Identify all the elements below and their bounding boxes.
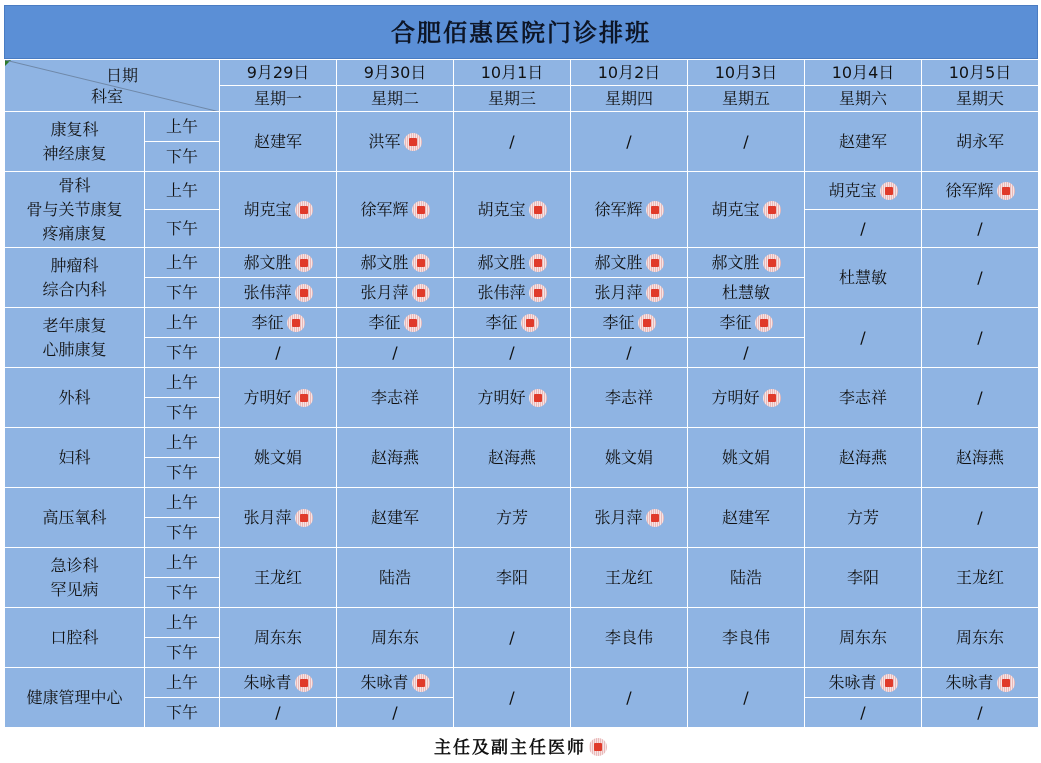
doctor-name: 赵建军 xyxy=(721,508,770,527)
period-am: 上午 xyxy=(145,428,220,458)
schedule-cell xyxy=(454,668,571,728)
doctor-name: 郝文胜 xyxy=(360,253,409,272)
senior-doctor-badge-icon xyxy=(287,314,305,332)
doctor-name: 方芳 xyxy=(495,508,528,527)
doctor-name: 赵建军 xyxy=(253,132,302,151)
schedule-cell xyxy=(454,248,571,278)
schedule-cell xyxy=(571,308,688,338)
doctor-name: 胡克宝 xyxy=(828,181,877,200)
senior-doctor-badge-icon xyxy=(880,182,898,200)
doctor-name: 徐军辉 xyxy=(945,181,994,200)
doctor-name: 周东东 xyxy=(370,628,419,647)
senior-doctor-badge-icon xyxy=(295,509,313,527)
department-name-line: 老年康复 xyxy=(42,315,107,335)
department-name xyxy=(5,172,145,248)
schedule-cell xyxy=(805,308,922,368)
doctor-name: 方明好 xyxy=(711,388,760,407)
schedule-cell xyxy=(454,488,571,548)
schedule-cell xyxy=(454,428,571,488)
schedule-cell xyxy=(337,698,454,728)
department-name-line: 急诊科 xyxy=(50,555,99,575)
doctor-name: 姚文娟 xyxy=(604,448,653,467)
department-name xyxy=(5,112,145,172)
doctor-name: 赵建军 xyxy=(370,508,419,527)
schedule-cell xyxy=(220,338,337,368)
period-pm: 下午 xyxy=(145,338,220,368)
senior-doctor-badge-icon xyxy=(529,254,547,272)
page-title: 合肥佰惠医院门诊排班 xyxy=(4,5,1038,59)
doctor-name: 郝文胜 xyxy=(477,253,526,272)
department-name-line: 肿瘤科 xyxy=(50,255,99,275)
senior-doctor-badge-icon xyxy=(295,254,313,272)
doctor-name: 张伟萍 xyxy=(477,283,526,302)
doctor-name: 杜慧敏 xyxy=(838,268,887,287)
schedule-cell xyxy=(922,172,1039,210)
doctor-name: 周东东 xyxy=(838,628,887,647)
schedule-cell xyxy=(571,428,688,488)
doctor-name: 郝文胜 xyxy=(594,253,643,272)
doctor-name: 郝文胜 xyxy=(711,253,760,272)
doctor-name: / xyxy=(509,132,515,151)
doctor-name: 李征 xyxy=(368,313,401,332)
senior-doctor-badge-icon xyxy=(529,284,547,302)
period-pm: 下午 xyxy=(145,638,220,668)
schedule-cell xyxy=(571,608,688,668)
schedule-cell xyxy=(805,248,922,308)
department-name-line: 健康管理中心 xyxy=(26,687,123,707)
doctor-name: 李阳 xyxy=(846,568,879,587)
department-name-line: 妇科 xyxy=(58,447,91,467)
doctor-name: / xyxy=(977,328,983,347)
senior-doctor-badge-icon xyxy=(755,314,773,332)
senior-doctor-badge-icon xyxy=(529,201,547,219)
doctor-name: 赵建军 xyxy=(838,132,887,151)
schedule-cell xyxy=(220,308,337,338)
schedule-cell xyxy=(571,278,688,308)
senior-doctor-badge-icon xyxy=(763,201,781,219)
header-weekday: 星期一 xyxy=(220,86,337,112)
schedule-cell xyxy=(805,112,922,172)
schedule-cell xyxy=(805,668,922,698)
schedule-cell xyxy=(220,608,337,668)
doctor-name: 姚文娟 xyxy=(253,448,302,467)
legend-label: 主任及副主任医师 xyxy=(434,738,586,758)
doctor-name: 徐军辉 xyxy=(594,200,643,219)
doctor-name: / xyxy=(977,219,983,238)
schedule-cell xyxy=(337,488,454,548)
schedule-cell xyxy=(688,172,805,248)
schedule-cell xyxy=(688,112,805,172)
schedule-cell xyxy=(805,210,922,248)
department-name-line: 外科 xyxy=(58,387,91,407)
period-pm: 下午 xyxy=(145,278,220,308)
doctor-name: 郝文胜 xyxy=(243,253,292,272)
header-date: 10月5日 xyxy=(922,60,1039,86)
schedule-cell xyxy=(337,368,454,428)
doctor-name: 李征 xyxy=(602,313,635,332)
doctor-name: / xyxy=(626,688,632,707)
period-am: 上午 xyxy=(145,488,220,518)
schedule-cell xyxy=(571,172,688,248)
senior-doctor-badge-icon xyxy=(404,133,422,151)
period-pm: 下午 xyxy=(145,578,220,608)
department-name-line: 口腔科 xyxy=(50,627,99,647)
doctor-name: / xyxy=(626,343,632,362)
schedule-cell xyxy=(805,368,922,428)
doctor-name: / xyxy=(275,343,281,362)
doctor-name: 方明好 xyxy=(477,388,526,407)
senior-doctor-badge-icon xyxy=(521,314,539,332)
department-name xyxy=(5,488,145,548)
doctor-name: 赵海燕 xyxy=(838,448,887,467)
period-pm: 下午 xyxy=(145,698,220,728)
schedule-cell xyxy=(454,278,571,308)
period-am: 上午 xyxy=(145,608,220,638)
schedule-cell xyxy=(688,548,805,608)
schedule-cell xyxy=(454,548,571,608)
schedule-cell xyxy=(805,548,922,608)
senior-doctor-badge-icon xyxy=(295,284,313,302)
doctor-name: 徐军辉 xyxy=(360,200,409,219)
schedule-table xyxy=(4,59,1039,728)
schedule-cell xyxy=(688,278,805,308)
period-pm: 下午 xyxy=(145,142,220,172)
schedule-cell xyxy=(337,112,454,172)
schedule-cell xyxy=(922,112,1039,172)
schedule-cell xyxy=(688,668,805,728)
schedule-cell xyxy=(805,488,922,548)
senior-doctor-badge-icon xyxy=(646,284,664,302)
period-am: 上午 xyxy=(145,668,220,698)
schedule-cell xyxy=(922,308,1039,368)
doctor-name: / xyxy=(977,703,983,722)
schedule-cell xyxy=(805,428,922,488)
period-am: 上午 xyxy=(145,248,220,278)
department-name-line: 骨科 xyxy=(58,175,91,195)
schedule-cell xyxy=(571,338,688,368)
header-dept-label: 科室 xyxy=(90,87,123,106)
doctor-name: 朱咏青 xyxy=(243,673,292,692)
schedule-cell xyxy=(688,308,805,338)
schedule-cell xyxy=(571,368,688,428)
department-name-line: 高压氧科 xyxy=(42,507,107,527)
doctor-name: / xyxy=(743,343,749,362)
senior-doctor-badge-icon xyxy=(589,738,607,756)
department-name-line: 神经康复 xyxy=(42,143,107,163)
department-name xyxy=(5,548,145,608)
doctor-name: 胡克宝 xyxy=(477,200,526,219)
schedule-cell xyxy=(688,368,805,428)
schedule-cell xyxy=(571,488,688,548)
schedule-cell xyxy=(337,172,454,248)
department-name-line: 骨与关节康复 xyxy=(26,199,123,219)
doctor-name: 赵海燕 xyxy=(487,448,536,467)
schedule-cell xyxy=(220,172,337,248)
schedule-cell xyxy=(805,172,922,210)
department-name-line: 罕见病 xyxy=(50,579,99,599)
doctor-name: / xyxy=(392,703,398,722)
schedule-cell xyxy=(922,698,1039,728)
schedule-cell xyxy=(220,548,337,608)
doctor-name: / xyxy=(509,343,515,362)
senior-doctor-badge-icon xyxy=(295,201,313,219)
department-name xyxy=(5,428,145,488)
doctor-name: 王龙红 xyxy=(253,568,302,587)
senior-doctor-badge-icon xyxy=(646,254,664,272)
period-pm: 下午 xyxy=(145,398,220,428)
period-am: 上午 xyxy=(145,368,220,398)
senior-doctor-badge-icon xyxy=(412,254,430,272)
doctor-name: 胡永军 xyxy=(955,132,1004,151)
doctor-name: 李征 xyxy=(719,313,752,332)
doctor-name: 方芳 xyxy=(846,508,879,527)
senior-doctor-badge-icon xyxy=(880,674,898,692)
schedule-cell xyxy=(337,428,454,488)
header-date-label: 日期 xyxy=(105,66,138,85)
period-pm: 下午 xyxy=(145,518,220,548)
doctor-name: 赵海燕 xyxy=(370,448,419,467)
senior-doctor-badge-icon xyxy=(763,389,781,407)
header-corner-cell xyxy=(5,60,220,112)
schedule-cell xyxy=(454,308,571,338)
department-name xyxy=(5,368,145,428)
department-name-line: 心肺康复 xyxy=(42,339,107,359)
doctor-name: / xyxy=(860,219,866,238)
schedule-cell xyxy=(688,488,805,548)
department-name-line: 综合内科 xyxy=(42,279,107,299)
schedule-cell xyxy=(220,248,337,278)
doctor-name: / xyxy=(860,328,866,347)
schedule-cell xyxy=(922,428,1039,488)
senior-doctor-badge-icon xyxy=(412,201,430,219)
schedule-cell xyxy=(220,668,337,698)
legend xyxy=(0,735,1041,761)
schedule-cell xyxy=(220,368,337,428)
schedule-cell xyxy=(337,548,454,608)
schedule-cell xyxy=(688,428,805,488)
senior-doctor-badge-icon xyxy=(646,509,664,527)
doctor-name: 李阳 xyxy=(495,568,528,587)
senior-doctor-badge-icon xyxy=(997,674,1015,692)
doctor-name: / xyxy=(509,688,515,707)
schedule-cell xyxy=(454,368,571,428)
schedule-cell xyxy=(571,548,688,608)
header-weekday: 星期三 xyxy=(454,86,571,112)
department-name xyxy=(5,308,145,368)
doctor-name: / xyxy=(275,703,281,722)
schedule-cell xyxy=(337,248,454,278)
header-date: 9月29日 xyxy=(220,60,337,86)
header-date: 10月1日 xyxy=(454,60,571,86)
doctor-name: 洪军 xyxy=(368,132,401,151)
schedule-cell xyxy=(454,608,571,668)
header-date: 10月3日 xyxy=(688,60,805,86)
schedule-cell xyxy=(454,112,571,172)
schedule-cell xyxy=(922,548,1039,608)
senior-doctor-badge-icon xyxy=(412,284,430,302)
doctor-name: 姚文娟 xyxy=(721,448,770,467)
schedule-cell xyxy=(922,248,1039,308)
doctor-name: 王龙红 xyxy=(604,568,653,587)
period-am: 上午 xyxy=(145,112,220,142)
schedule-cell xyxy=(922,488,1039,548)
header-date: 10月4日 xyxy=(805,60,922,86)
doctor-name: 赵海燕 xyxy=(955,448,1004,467)
senior-doctor-badge-icon xyxy=(638,314,656,332)
schedule-cell xyxy=(454,338,571,368)
header-weekday: 星期二 xyxy=(337,86,454,112)
schedule-cell xyxy=(337,338,454,368)
period-am: 上午 xyxy=(145,548,220,578)
header-weekday: 星期五 xyxy=(688,86,805,112)
doctor-name: 杜慧敏 xyxy=(721,283,770,302)
schedule-cell xyxy=(922,668,1039,698)
period-pm: 下午 xyxy=(145,210,220,248)
header-weekday: 星期天 xyxy=(922,86,1039,112)
senior-doctor-badge-icon xyxy=(295,389,313,407)
doctor-name: 李志祥 xyxy=(604,388,653,407)
schedule-cell xyxy=(805,608,922,668)
doctor-name: / xyxy=(626,132,632,151)
schedule-cell xyxy=(337,278,454,308)
doctor-name: 周东东 xyxy=(955,628,1004,647)
doctor-name: / xyxy=(743,132,749,151)
doctor-name: 周东东 xyxy=(253,628,302,647)
department-name xyxy=(5,248,145,308)
schedule-cell xyxy=(688,338,805,368)
header-date: 9月30日 xyxy=(337,60,454,86)
doctor-name: 朱咏青 xyxy=(360,673,409,692)
doctor-name: 李良伟 xyxy=(721,628,770,647)
doctor-name: / xyxy=(509,628,515,647)
doctor-name: 张月萍 xyxy=(360,283,409,302)
schedule-cell xyxy=(337,608,454,668)
doctor-name: / xyxy=(392,343,398,362)
doctor-name: / xyxy=(977,388,983,407)
senior-doctor-badge-icon xyxy=(997,182,1015,200)
doctor-name: / xyxy=(860,703,866,722)
schedule-cell xyxy=(922,210,1039,248)
schedule-cell xyxy=(571,668,688,728)
schedule-cell xyxy=(220,488,337,548)
doctor-name: 张月萍 xyxy=(594,283,643,302)
period-am: 上午 xyxy=(145,308,220,338)
senior-doctor-badge-icon xyxy=(412,674,430,692)
senior-doctor-badge-icon xyxy=(646,201,664,219)
schedule-cell xyxy=(688,248,805,278)
schedule-cell xyxy=(688,608,805,668)
doctor-name: 朱咏青 xyxy=(945,673,994,692)
doctor-name: 李征 xyxy=(485,313,518,332)
department-name xyxy=(5,668,145,728)
doctor-name: 方明好 xyxy=(243,388,292,407)
doctor-name: 李志祥 xyxy=(370,388,419,407)
doctor-name: 张月萍 xyxy=(243,508,292,527)
schedule-cell xyxy=(220,428,337,488)
department-name xyxy=(5,608,145,668)
doctor-name: 胡克宝 xyxy=(243,200,292,219)
schedule-cell xyxy=(571,248,688,278)
schedule-cell xyxy=(220,698,337,728)
doctor-name: 张伟萍 xyxy=(243,283,292,302)
doctor-name: / xyxy=(977,508,983,527)
senior-doctor-badge-icon xyxy=(529,389,547,407)
header-weekday: 星期四 xyxy=(571,86,688,112)
schedule-cell xyxy=(571,112,688,172)
doctor-name: 李志祥 xyxy=(838,388,887,407)
header-date: 10月2日 xyxy=(571,60,688,86)
doctor-name: 陆浩 xyxy=(378,568,411,587)
schedule-cell xyxy=(220,112,337,172)
period-pm: 下午 xyxy=(145,458,220,488)
schedule-cell xyxy=(922,608,1039,668)
doctor-name: 朱咏青 xyxy=(828,673,877,692)
doctor-name: 张月萍 xyxy=(594,508,643,527)
senior-doctor-badge-icon xyxy=(763,254,781,272)
header-weekday: 星期六 xyxy=(805,86,922,112)
period-am: 上午 xyxy=(145,172,220,210)
schedule-cell xyxy=(922,368,1039,428)
doctor-name: / xyxy=(743,688,749,707)
doctor-name: / xyxy=(977,268,983,287)
schedule-cell xyxy=(220,278,337,308)
schedule-cell xyxy=(454,172,571,248)
doctor-name: 李良伟 xyxy=(604,628,653,647)
doctor-name: 王龙红 xyxy=(955,568,1004,587)
doctor-name: 李征 xyxy=(251,313,284,332)
doctor-name: 陆浩 xyxy=(729,568,762,587)
department-name-line: 康复科 xyxy=(50,119,99,139)
department-name-line: 疼痛康复 xyxy=(42,223,107,243)
senior-doctor-badge-icon xyxy=(295,674,313,692)
doctor-name: 胡克宝 xyxy=(711,200,760,219)
schedule-cell xyxy=(337,668,454,698)
senior-doctor-badge-icon xyxy=(404,314,422,332)
schedule-cell xyxy=(337,308,454,338)
schedule-cell xyxy=(805,698,922,728)
